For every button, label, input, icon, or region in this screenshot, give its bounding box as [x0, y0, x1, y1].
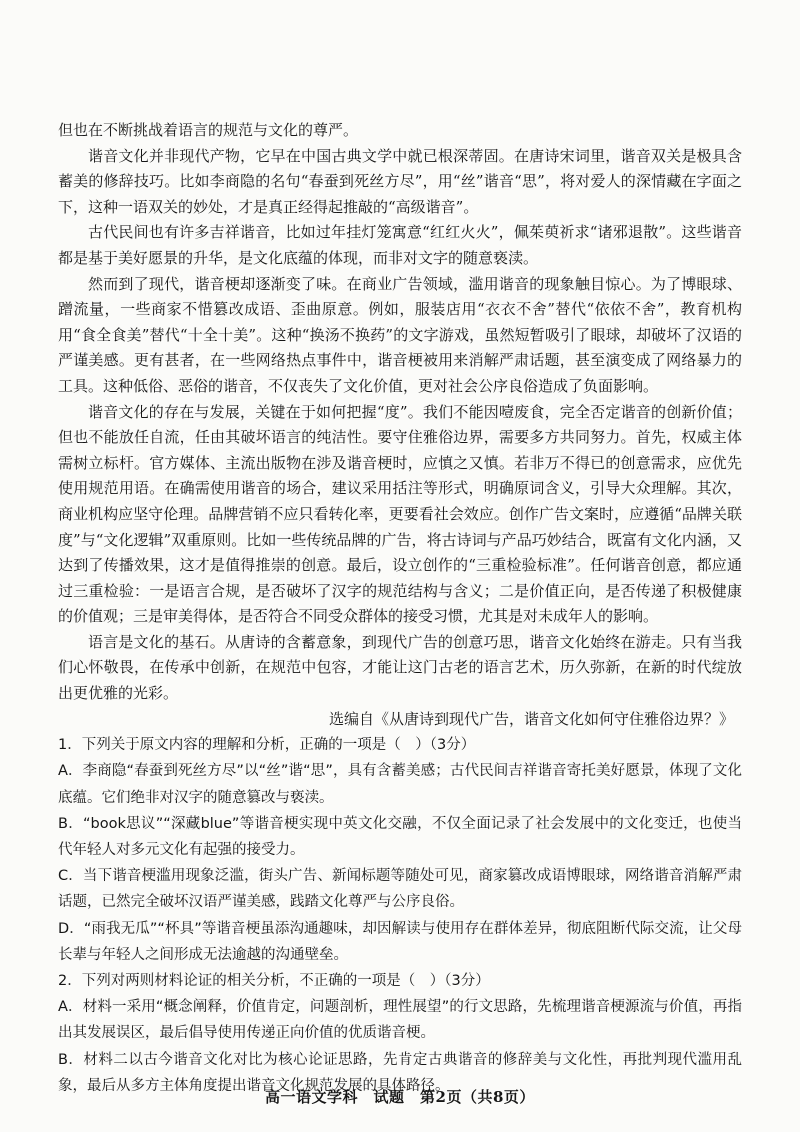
- passage-paragraph: 谐音文化并非现代产物，它早在中国古典文学中就已根深蒂固。在唐诗宋词里，谐音双关是极具含蓄美的修辞技巧。比如李商隐的名句“春蚕到死丝方尽”，用“丝”谐音“思”，将对爱人的深情藏在字面之下，这种一语双关的妙处，才是真正经得起推敲的“高级谐音”。: [58, 146, 742, 216]
- passage-source: 选编自《从唐诗到现代广告，谐音文化如何守住雅俗边界？》: [328, 709, 734, 728]
- passage-paragraph: 语言是文化的基石。从唐诗的含蓄意象，到现代广告的创意巧思，谐音文化始终在游走。只有当我们心怀敬畏，在传承中创新，在规范中包容，才能让这门古老的语言艺术，历久弥新，在新的时代绽放出更优雅的光彩。: [58, 632, 742, 703]
- question-stem: 2．下列对两则材料论证的相关分析，不正确的一项是（ ）（3分）: [58, 973, 490, 990]
- passage-paragraph: 谐音文化的存在与发展，关键在于如何把握“度”。我们不能因噎废食，完全否定谐音的创新价值；但也不能放任自流，任由其破坏语言的纯洁性。要守住雅俗边界，需要多方共同努力。首先，权威主体需树立标杆。官方媒体、主流出版物在涉及谐音梗时，应慎之又慎。若非万不得已的创意需求，应优先使用规范用语。在确需使用谐音的场合，建议采用括注等形式，明确原词含义，引导大众理解。其次，商业机构应坚守伦理。品牌营销不应只看转化率，更要看社会效应。创作广告文案时，应遵循“品牌关联度”与“文化逻辑”双重原则。比如一些传统品牌的广告，将古诗词与产品巧妙结合，既富有文化内涵，又达到了传播效果，这才是值得推崇的创意。最后，设立创作的“三重检验标准”。任何谐音创意，都应通过三重检验：一是语言合规，是否破坏了汉字的规范结构与含义；二是价值正向，是否传递了积极健康的价值观；三是审美得体，是否符合不同受众群体的接受习惯，尤其是对未成年人的影响。: [58, 402, 742, 626]
- passage-paragraph: 但也在不断挑战着语言的规范与文化的尊严。: [58, 121, 359, 139]
- option-a: A．李商隐“春蚕到死丝方尽”以“丝”谐“思”，具有含蓄美感；古代民间吉祥谐音寄托美好愿景，体现了文化底蕴。它们绝非对汉字的随意篡改与亵渎。: [58, 763, 742, 806]
- question-stem: 1．下列关于原文内容的理解和分析，正确的一项是（ ）（3分）: [58, 737, 476, 754]
- option-b: B．“book思议”“深藏blue”等谐音梗实现中英文化交融，不仅全面记录了社会发展中的文化变迁，也使当代年轻人对多元文化有起强的接受力。: [58, 815, 742, 859]
- option-d: D．“雨我无瓜”“杯具”等谐音梗虽添沟通趣味，却因解读与使用存在群体差异，彻底阻断代际交流，让父母长辈与年轻人之间形成无法逾越的沟通壁垒。: [58, 920, 742, 963]
- page-footer: 高一语文学科 试题 第2页（共8页）: [265, 1088, 535, 1106]
- option-b: B．材料二以古今谐音文化对比为核心论证思路，先肯定古典谐音的修辞美与文化性，再批判现代滥用乱象，最后从多方主体角度提出谐音文化规范发展的具体路径。: [58, 1051, 742, 1094]
- option-a: A．材料一采用“概念阐释，价值肯定，问题剖析，理性展望”的行文思路，先梳理谐音梗源流与价值，再指出其发展误区，最后倡导使用传递正向价值的优质谐音梗。: [58, 999, 742, 1042]
- question-section: [58, 732, 742, 1099]
- question-2: [58, 968, 742, 1099]
- passage-paragraph: 然而到了现代，谐音梗却逐渐变了味。在商业广告领域，滥用谐音的现象触目惊心。为了博眼球、蹭流量，一些商家不惜篡改成语、歪曲原意。例如，服装店用“衣衣不舍”替代“依依不舍”，教育机构用“食全食美”替代“十全十美”。这种“换汤不换药”的文字游戏，虽然短暂吸引了眼球，却破坏了汉语的严谨美感。更有甚者，在一些网络热点事件中，谐音梗被用来消解严肃话题，甚至演变成了网络暴力的工具。这种低俗、恶俗的谐音，不仅丧失了文化价值，更对社会公序良俗造成了负面影响。: [58, 274, 742, 395]
- question-1: [58, 732, 742, 968]
- option-c: C．当下谐音梗滥用现象泛滥，街头广告、新闻标题等随处可见，商家篡改成语博眼球，网络谐音消解严肃话题，已然完全破坏汉语严谨美感，践踏文化尊严与公序良俗。: [58, 868, 742, 911]
- passage-paragraph: 古代民间也有许多吉祥谐音，比如过年挂灯笼寓意“红红火火”，佩茱萸祈求“诸邪退散”。这些谐音都是基于美好愿景的升华，是文化底蕴的体现，而非对文字的随意亵渎。: [58, 223, 742, 267]
- reading-passage: [58, 118, 742, 732]
